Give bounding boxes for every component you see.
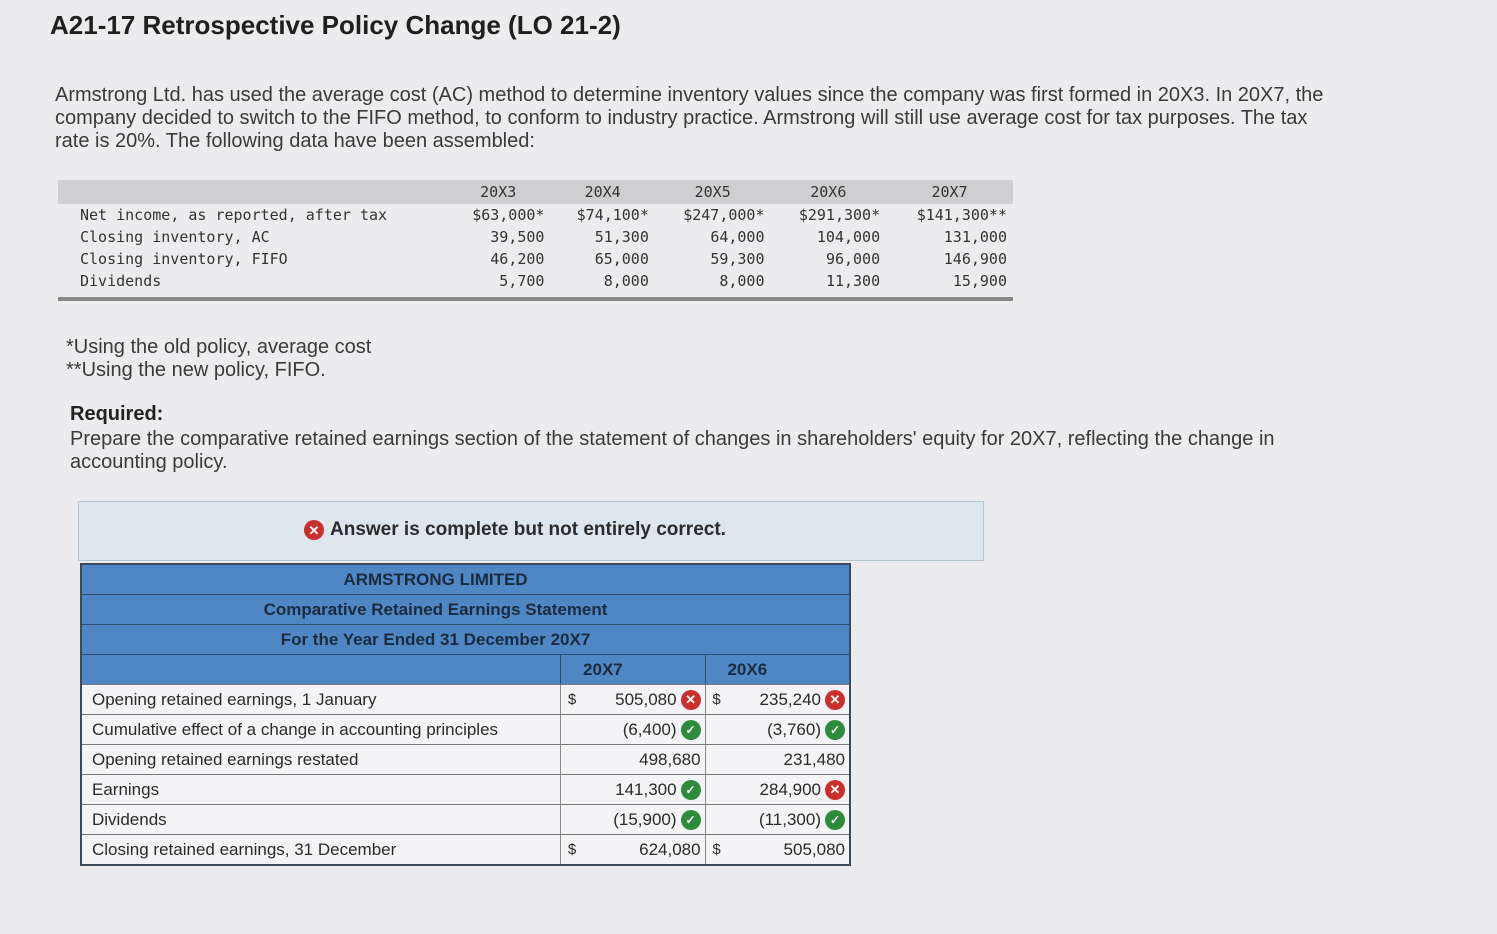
statement-company	[82, 565, 849, 595]
x-circle-icon: ✕	[304, 520, 324, 540]
cell-value: 104,000	[816, 228, 881, 246]
problem-intro: Armstrong Ltd. has used the average cost (AC) method to determine inventory values since the company was first formed in 20X3. In 20X7, the company decided to switch to the FIFO method, to conform to industry practice. Armstrong will still use average cost for tax purposes. The tax rate is 20%. The following data have been assembled:	[55, 84, 1324, 152]
cell-value: $291,300*	[798, 206, 881, 224]
cell-value: 59,300	[710, 250, 765, 268]
statement-row-label: Opening retained earnings, 1 January	[82, 685, 561, 714]
statement-row-label: Cumulative effect of a change in accounting principles	[82, 715, 561, 744]
amount-value: 235,240	[759, 689, 821, 709]
dollar-sign: $	[712, 841, 721, 858]
column-header-20x7: 20X7	[583, 655, 706, 684]
cell-value: 8,000	[655, 270, 771, 299]
statement-row	[82, 685, 849, 715]
x-circle-icon: ✕	[825, 780, 845, 800]
amount-cell[interactable]	[727, 775, 849, 804]
dollar-sign	[706, 715, 728, 744]
amount-value: (15,900)	[613, 809, 677, 829]
amount-value: 624,080	[639, 839, 701, 859]
retained-earnings-statement	[80, 563, 851, 866]
table-row	[58, 226, 1013, 248]
data-table	[58, 180, 1013, 301]
footnotes	[66, 336, 371, 382]
footnote: *Using the old policy, average cost	[66, 336, 372, 358]
amount-value: (6,400)	[622, 719, 677, 739]
cell-value: $63,000*	[472, 206, 545, 224]
cell-value: $141,300**	[916, 206, 1007, 224]
amount-value: 231,480	[783, 749, 845, 769]
statement-row	[82, 805, 849, 835]
answer-message-wrap	[304, 519, 726, 541]
statement-row-label: Earnings	[82, 775, 561, 804]
statement-row	[82, 835, 849, 864]
amount-value: (11,300)	[758, 809, 821, 829]
statement-row-label: Dividends	[82, 805, 561, 834]
column-header-20x6: 20X6	[727, 659, 768, 679]
amount-cell[interactable]	[583, 805, 706, 834]
statement-row	[82, 775, 849, 805]
check-circle-icon: ✓	[825, 720, 845, 740]
row-label: Dividends	[58, 270, 446, 299]
data-table-label-header	[58, 180, 446, 204]
required-heading: Required:	[70, 403, 164, 425]
amount-cell[interactable]	[583, 715, 706, 744]
x-circle-icon: ✕	[825, 690, 845, 710]
amount-value: 284,900	[759, 779, 821, 799]
amount-value: 141,300	[615, 779, 677, 799]
amount-cell[interactable]	[583, 775, 706, 804]
amount-value: 498,680	[639, 749, 701, 769]
table-row	[58, 204, 1013, 226]
cell-value: $74,100*	[576, 206, 649, 224]
dollar-spacer	[706, 655, 728, 684]
amount-cell[interactable]	[727, 685, 849, 714]
dollar-sign	[561, 775, 583, 804]
dollar-sign	[706, 775, 728, 804]
answer-banner	[78, 501, 984, 561]
data-table-header	[58, 180, 1013, 204]
period-text: For the Year Ended 31 December 20X7	[280, 630, 591, 649]
year-header: 20X3	[480, 183, 517, 201]
statement-rows	[82, 685, 849, 864]
statement-name	[82, 595, 849, 625]
cell-value: 11,300	[771, 270, 887, 299]
table-row	[58, 248, 1013, 270]
company-name: ARMSTRONG LIMITED	[343, 570, 528, 589]
statement-row-label: Opening retained earnings restated	[82, 745, 561, 774]
cell-value: 51,300	[594, 228, 649, 246]
cell-value: 131,000	[943, 228, 1007, 246]
cell-value: 8,000	[550, 270, 654, 299]
cell-value: $247,000*	[683, 206, 765, 224]
dollar-sign: $	[712, 691, 721, 708]
statement-row	[82, 715, 849, 745]
statement-column-headers	[82, 655, 849, 685]
dollar-sign	[706, 745, 728, 774]
amount-cell[interactable]	[727, 745, 849, 774]
cell-value: 65,000	[594, 250, 649, 268]
row-label: Closing inventory, AC	[80, 228, 270, 246]
answer-message: Answer is complete but not entirely correct.	[330, 519, 726, 540]
statement-row	[82, 745, 849, 775]
dollar-sign	[561, 715, 583, 744]
amount-cell[interactable]	[583, 685, 706, 714]
check-circle-icon: ✓	[681, 720, 701, 740]
footnote: **Using the new policy, FIFO.	[66, 359, 326, 381]
statement-title: Comparative Retained Earnings Statement	[263, 600, 608, 619]
dollar-spacer	[561, 655, 583, 684]
row-label: Closing inventory, FIFO	[80, 250, 288, 268]
year-header: 20X5	[694, 183, 731, 201]
amount-value: 505,080	[783, 839, 845, 859]
label-column-header	[82, 655, 561, 684]
statement-row-label: Closing retained earnings, 31 December	[82, 835, 561, 864]
dollar-sign	[706, 805, 728, 834]
statement-period	[82, 625, 849, 655]
check-circle-icon: ✓	[681, 780, 701, 800]
amount-cell[interactable]	[727, 805, 849, 834]
cell-value: 5,700	[446, 270, 550, 299]
amount-cell[interactable]	[583, 835, 706, 864]
year-header: 20X6	[810, 183, 847, 201]
dollar-sign	[561, 745, 583, 774]
row-label: Net income, as reported, after tax	[80, 206, 388, 224]
amount-cell[interactable]	[727, 835, 849, 864]
cell-value: 15,900	[886, 270, 1013, 299]
check-circle-icon: ✓	[825, 810, 845, 830]
amount-value: 505,080	[615, 689, 677, 709]
cell-value: 146,900	[943, 250, 1007, 268]
dollar-sign	[561, 805, 583, 834]
cell-value: 96,000	[825, 250, 881, 268]
amount-cell[interactable]	[583, 745, 706, 774]
required-text: Prepare the comparative retained earnings section of the statement of changes in shareholders' equity for 20X7, reflecting the change in accounting policy.	[70, 428, 1275, 473]
check-circle-icon: ✓	[681, 810, 701, 830]
amount-value: (3,760)	[767, 719, 821, 739]
cell-value: 39,500	[490, 228, 545, 246]
cell-value: 46,200	[490, 250, 545, 268]
year-header: 20X4	[584, 183, 621, 201]
amount-cell[interactable]	[727, 715, 849, 744]
dollar-sign: $	[567, 691, 577, 708]
table-row	[58, 270, 1013, 299]
dollar-sign: $	[567, 841, 577, 858]
page-title: A21-17 Retrospective Policy Change (LO 21-2)	[50, 10, 621, 40]
cell-value: 64,000	[710, 228, 765, 246]
x-circle-icon: ✕	[681, 690, 701, 710]
year-header: 20X7	[931, 183, 968, 201]
